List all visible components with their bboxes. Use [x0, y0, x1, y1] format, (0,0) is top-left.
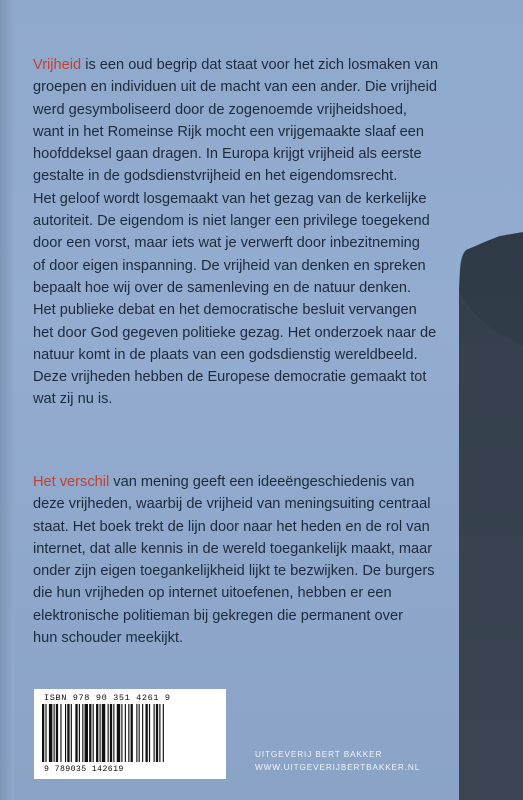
paragraph-line: autoriteit. De eigendom is niet langer een privilege toegekend — [33, 213, 430, 230]
paragraph-line: die hun vrijheden op internet uitoefenen, hebben er een — [33, 585, 392, 602]
barcode-bar — [82, 704, 83, 762]
barcode-bar — [71, 704, 72, 762]
barcode-bar — [128, 704, 129, 762]
paragraph-book-summary — [33, 471, 503, 649]
paragraph-line: elektronische politieman bij gekregen die permanent over — [33, 607, 403, 624]
publisher-url: WWW.UITGEVERIJBERTBAKKER.NL — [255, 763, 421, 772]
barcode-bar — [146, 704, 148, 762]
barcode-bar — [45, 704, 46, 762]
paragraph-line: Het geloof wordt losgemaakt van het gezag van de kerkelijke — [33, 190, 427, 207]
barcode-bar — [149, 704, 150, 762]
paragraph-line: het door God gegeven politieke gezag. Het onderzoek naar de — [33, 324, 437, 341]
paragraph-freedom — [33, 54, 503, 411]
line-text: geeft een ideeëngeschiedenis van — [188, 474, 415, 490]
paragraph-line: natuur komt in de plaats van een godsdienstig wereldbeeld. — [33, 346, 418, 363]
barcode-bar — [154, 704, 155, 762]
paragraph-line: Deze vrijheden hebben de Europese democratie gemaakt tot — [33, 369, 427, 386]
barcode-bar — [159, 704, 160, 762]
barcode-bar — [60, 704, 61, 762]
barcode-bar — [110, 704, 112, 762]
barcode-bar — [65, 704, 66, 762]
barcode-bar — [125, 704, 126, 762]
barcode-bar — [79, 704, 80, 762]
barcode-bar — [139, 704, 140, 762]
barcode-bar — [121, 704, 122, 762]
barcode-bar — [85, 704, 88, 762]
barcode-bar — [136, 704, 137, 762]
paragraph-line: bepaalt hoe wij over de samenleving en de natuur denken. — [33, 279, 412, 296]
title-highlight: Het verschil — [33, 474, 110, 490]
barcode-bar — [142, 704, 143, 762]
barcode-bars — [42, 704, 218, 768]
paragraph-line: gestalte in de godsdienstvrijheid en het eigendomsrecht. — [33, 168, 398, 185]
paragraph-line: of door eigen inspanning. De vrijheid van denken en spreken — [33, 257, 426, 274]
line-text: is een oud begrip dat staat voor het zich losmaken van — [81, 57, 439, 73]
barcode-bar — [89, 704, 91, 762]
barcode-bar — [102, 704, 105, 762]
paragraph-line: groepen en individuen uit de macht van een ander. Die vrijheid — [33, 79, 438, 96]
barcode-bar — [93, 704, 94, 762]
barcode-bar — [156, 704, 158, 762]
barcode-bar — [54, 704, 55, 762]
barcode-bar — [67, 704, 69, 762]
paragraph-line: staat. Het boek trekt de lijn door naar het heden en de rol van — [33, 518, 430, 535]
paragraph-line: door een vorst, maar iets wat je verwerft door inbezitneming — [33, 235, 420, 252]
paragraph-line: internet, dat alle kennis in de wereld toegankelijk maakt, maar — [33, 540, 433, 557]
paragraph-line — [33, 54, 503, 76]
paragraph-line: onder zijn eigen toegankelijkheid lijkt te bezwijken. De burgers — [33, 563, 435, 580]
barcode-bar — [42, 704, 44, 762]
barcode-bar — [49, 704, 52, 762]
barcode-bar — [131, 704, 133, 762]
paragraph-line: hun schouder meekijkt. — [33, 630, 184, 647]
paragraph-line: wat zij nu is. — [33, 391, 113, 408]
highlight-word: Vrijheid — [33, 57, 82, 73]
barcode-bar — [163, 704, 164, 762]
barcode-bar — [108, 704, 109, 762]
publisher-info — [255, 748, 420, 774]
paragraph-line: hoofddeksel gaan dragen. In Europa krijgt vrijheid als eerste — [33, 146, 422, 163]
barcode-digits: 9 789035 142619 — [44, 765, 124, 774]
barcode-bar — [117, 704, 120, 762]
publisher-name: UITGEVERIJ BERT BAKKER — [255, 750, 383, 759]
barcode-bar — [113, 704, 114, 762]
paragraph-line — [33, 471, 503, 493]
barcode-bar — [100, 704, 101, 762]
barcode-bar — [56, 704, 58, 762]
paragraph-line: werd gesymboliseerd door de zogenoemde vrijheidshoed, — [33, 101, 407, 118]
book-spine-edge — [0, 0, 14, 800]
isbn-text: ISBN 978 90 351 4261 9 — [44, 693, 171, 703]
title-rest: van mening — [109, 474, 189, 490]
barcode-bar — [75, 704, 77, 762]
paragraph-line: deze vrijheden, waarbij de vrijheid van meningsuiting centraal — [33, 496, 431, 513]
barcode-label — [34, 689, 226, 779]
paragraph-line: want in het Romeinse Rijk mocht een vrijgemaakte slaaf een — [33, 123, 424, 140]
paragraph-line: Het publieke debat en het democratische besluit vervangen — [33, 302, 417, 319]
barcode-bar — [96, 704, 98, 762]
